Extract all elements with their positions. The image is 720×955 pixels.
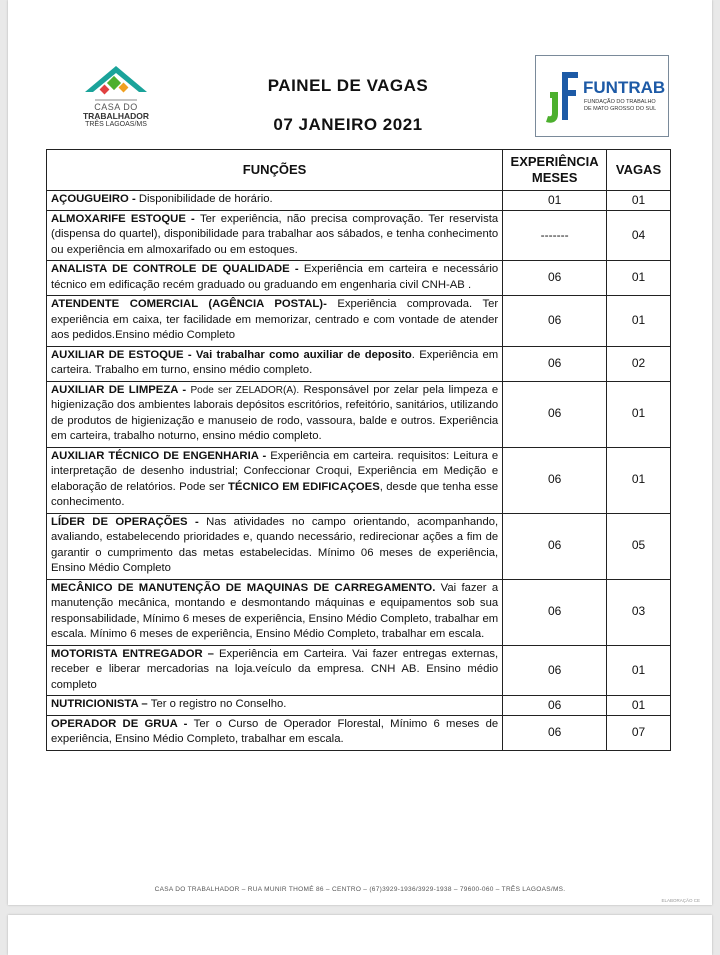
vacancies-cell: 05 xyxy=(607,513,671,579)
experience-cell: 06 xyxy=(503,346,607,381)
job-title: MECÂNICO DE MANUTENÇÃO DE MAQUINAS DE CARREGAMENTO. xyxy=(51,581,436,594)
job-description: Experiência em Carteira. Vai fazer entregas externas, receber e liberar mercadorias na loja.veículo da empresa. CNH AB. Ensino médio completo xyxy=(51,647,499,691)
job-description: Nas atividades no campo orientando, acompanhando, avaliando, estabelecendo prioridades e, quando necessário, redirecionar ações a fim de garantir o cumprimento das metas estabelecidas. Mínimo 06 meses de experiência, Ensino Médio Completo xyxy=(51,515,499,574)
column-header-experience-line2: MESES xyxy=(531,170,578,185)
funtrab-brand-text: FUNTRAB xyxy=(583,78,666,97)
experience-cell: 06 xyxy=(503,296,607,347)
job-title: ALMOXARIFE ESTOQUE - xyxy=(51,212,200,225)
job-description-cell xyxy=(47,381,503,447)
column-header-vacancies: VAGAS xyxy=(607,150,671,191)
job-title: LÍDER DE OPERAÇÕES - xyxy=(51,515,207,528)
job-description-end: , desde que tenha esse conhecimento. xyxy=(51,480,499,508)
vacancies-cell: 01 xyxy=(607,645,671,696)
vacancies-cell: 01 xyxy=(607,191,671,211)
vacancies-cell: 01 xyxy=(607,261,671,296)
job-title: AUXILIAR DE ESTOQUE - xyxy=(51,348,196,361)
table-row xyxy=(47,296,671,347)
vacancies-cell: 01 xyxy=(607,381,671,447)
table-row xyxy=(47,696,671,716)
job-title: ATENDENTE COMERCIAL (AGÊNCIA POSTAL)- xyxy=(51,298,338,310)
experience-cell: 06 xyxy=(503,696,607,716)
vacancies-cell: 07 xyxy=(607,715,671,750)
experience-cell: 06 xyxy=(503,645,607,696)
experience-cell: 06 xyxy=(503,579,607,645)
header-title-block xyxy=(238,76,458,135)
job-title: AUXILIAR DE LIMPEZA - xyxy=(51,383,191,396)
page-date: 07 JANEIRO 2021 xyxy=(273,115,423,134)
table-row xyxy=(47,715,671,750)
job-description-cell xyxy=(47,261,503,296)
experience-cell: 06 xyxy=(503,381,607,447)
job-title: OPERADOR DE GRUA - xyxy=(51,717,194,730)
job-title: AUXILIAR TÉCNICO DE ENGENHARIA - xyxy=(51,449,271,462)
experience-cell: 06 xyxy=(503,261,607,296)
job-description: Ter o registro no Conselho. xyxy=(150,698,287,710)
table-row xyxy=(47,191,671,211)
funtrab-subtitle-line1: FUNDAÇÃO DO TRABALHO xyxy=(584,99,656,105)
corner-note: ELABORAÇÃO CE xyxy=(661,898,700,903)
job-title: NUTRICIONISTA – xyxy=(51,698,151,710)
job-description-cell xyxy=(47,210,503,261)
experience-cell: 01 xyxy=(503,191,607,211)
job-description-cell xyxy=(47,645,503,696)
job-bold-note: TÉCNICO EM EDIFICAÇOES xyxy=(228,480,380,493)
logo-left-line1: CASA DO xyxy=(94,102,138,112)
job-description: Experiência em carteira. requisitos: Leitura e interpretação de desenho industrial; Confeccionar Croqui, Experiência em Medição e elaboração de relatórios. Pode ser xyxy=(51,449,499,493)
job-description: . Experiência em carteira. Trabalho em turno, ensino médio completo. xyxy=(51,348,499,376)
table-row xyxy=(47,447,671,513)
vacancies-cell: 01 xyxy=(607,296,671,347)
casa-do-trabalhador-logo xyxy=(73,64,159,140)
funtrab-subtitle xyxy=(584,99,666,113)
job-title: AÇOUGUEIRO - xyxy=(51,193,139,205)
table-row xyxy=(47,381,671,447)
job-description-cell xyxy=(47,296,503,347)
job-description: Experiência comprovada. Ter experiência em caixa, ter facilidade em memorizar, centrado e com vontade de atender aos pedidos.Ensino médio Completo xyxy=(51,298,499,341)
table-row xyxy=(47,346,671,381)
vacancies-cell: 03 xyxy=(607,579,671,645)
job-bold-note: Vai trabalhar como auxiliar de deposito xyxy=(195,348,412,361)
vacancies-cell: 04 xyxy=(607,210,671,261)
document-page xyxy=(8,0,712,905)
house-roof-icon xyxy=(83,64,149,102)
job-description-cell xyxy=(47,346,503,381)
job-description: Vai fazer a manutenção mecânica, montando e desmontando máquinas e equipamentos sob sua responsabilidade, Mínimo 6 meses de experiência, Ensino Médio Completo, trabalhar em escala. Mínimo 6 meses de experiência, Ensino Médio Completo, trabalhar em escala. xyxy=(51,581,499,640)
job-description-cell xyxy=(47,715,503,750)
table-row xyxy=(47,579,671,645)
job-description: Ter experiência, não precisa comprovação. Ter reservista (dispensa do quartel), disponibilidade para trabalhar aos sábados, e tenha conhecimento ou experiência em almoxarifado ou em estoques. xyxy=(51,212,499,256)
job-description-cell xyxy=(47,513,503,579)
table-row xyxy=(47,513,671,579)
next-page-edge xyxy=(8,915,712,955)
experience-cell: 06 xyxy=(503,447,607,513)
job-vacancies-table xyxy=(46,149,671,751)
page-footer: CASA DO TRABALHADOR – RUA MUNIR THOMÉ 86 – CENTRO – (67)3929-1936/3929-1938 – 79600-060 – TRÊS LAGOAS/MS. xyxy=(154,886,566,893)
job-description-cell xyxy=(47,696,503,716)
job-description: Disponibilidade de horário. xyxy=(138,193,273,205)
column-header-functions: FUNÇÕES xyxy=(47,150,503,191)
job-description: Responsável por zelar pela limpeza e higienização dos ambientes laborais depósitos escritórios, refeitório, sanitários, utilizando de produtos de higienização e manuseio de rodo, vassoura, balde e outros. Experiência em carteira, trabalho noturno, ensino médio completo. xyxy=(51,383,499,442)
job-bold-note: Pode ser ZELADOR(A). xyxy=(190,384,300,396)
table-header-row xyxy=(47,150,671,191)
column-header-experience xyxy=(503,150,607,191)
job-title: MOTORISTA ENTREGADOR – xyxy=(51,647,219,660)
job-description-cell xyxy=(47,447,503,513)
logo-left-line3: TRÊS LAGOAS/MS xyxy=(85,121,147,128)
experience-cell: ------- xyxy=(503,210,607,261)
vacancies-cell: 02 xyxy=(607,346,671,381)
job-description-cell xyxy=(47,191,503,211)
funtrab-subtitle-line2: DE MATO GROSSO DO SUL xyxy=(584,106,657,112)
job-description-cell xyxy=(47,579,503,645)
vacancies-cell: 01 xyxy=(607,447,671,513)
table-row xyxy=(47,210,671,261)
vacancies-cell: 01 xyxy=(607,696,671,716)
column-header-experience-line1: EXPERIÊNCIA xyxy=(510,154,599,169)
table-row xyxy=(47,645,671,696)
experience-cell: 06 xyxy=(503,715,607,750)
page-title: PAINEL DE VAGAS xyxy=(267,76,429,95)
funtrab-logo xyxy=(535,55,669,137)
experience-cell: 06 xyxy=(503,513,607,579)
job-description: Ter o Curso de Operador Florestal, Mínimo 6 meses de experiência, Ensino Médio Completo, trabalhar em escala. xyxy=(51,717,499,745)
logo-left-line2: TRABALHADOR xyxy=(82,111,150,121)
funtrab-mark-icon xyxy=(544,68,582,126)
job-description: Experiência em carteira e necessário técnico em edificação recém graduado ou graduando em engenharia civil CNH-AB . xyxy=(51,263,499,291)
table-row xyxy=(47,261,671,296)
job-title: ANALISTA DE CONTROLE DE QUALIDADE - xyxy=(51,263,304,275)
